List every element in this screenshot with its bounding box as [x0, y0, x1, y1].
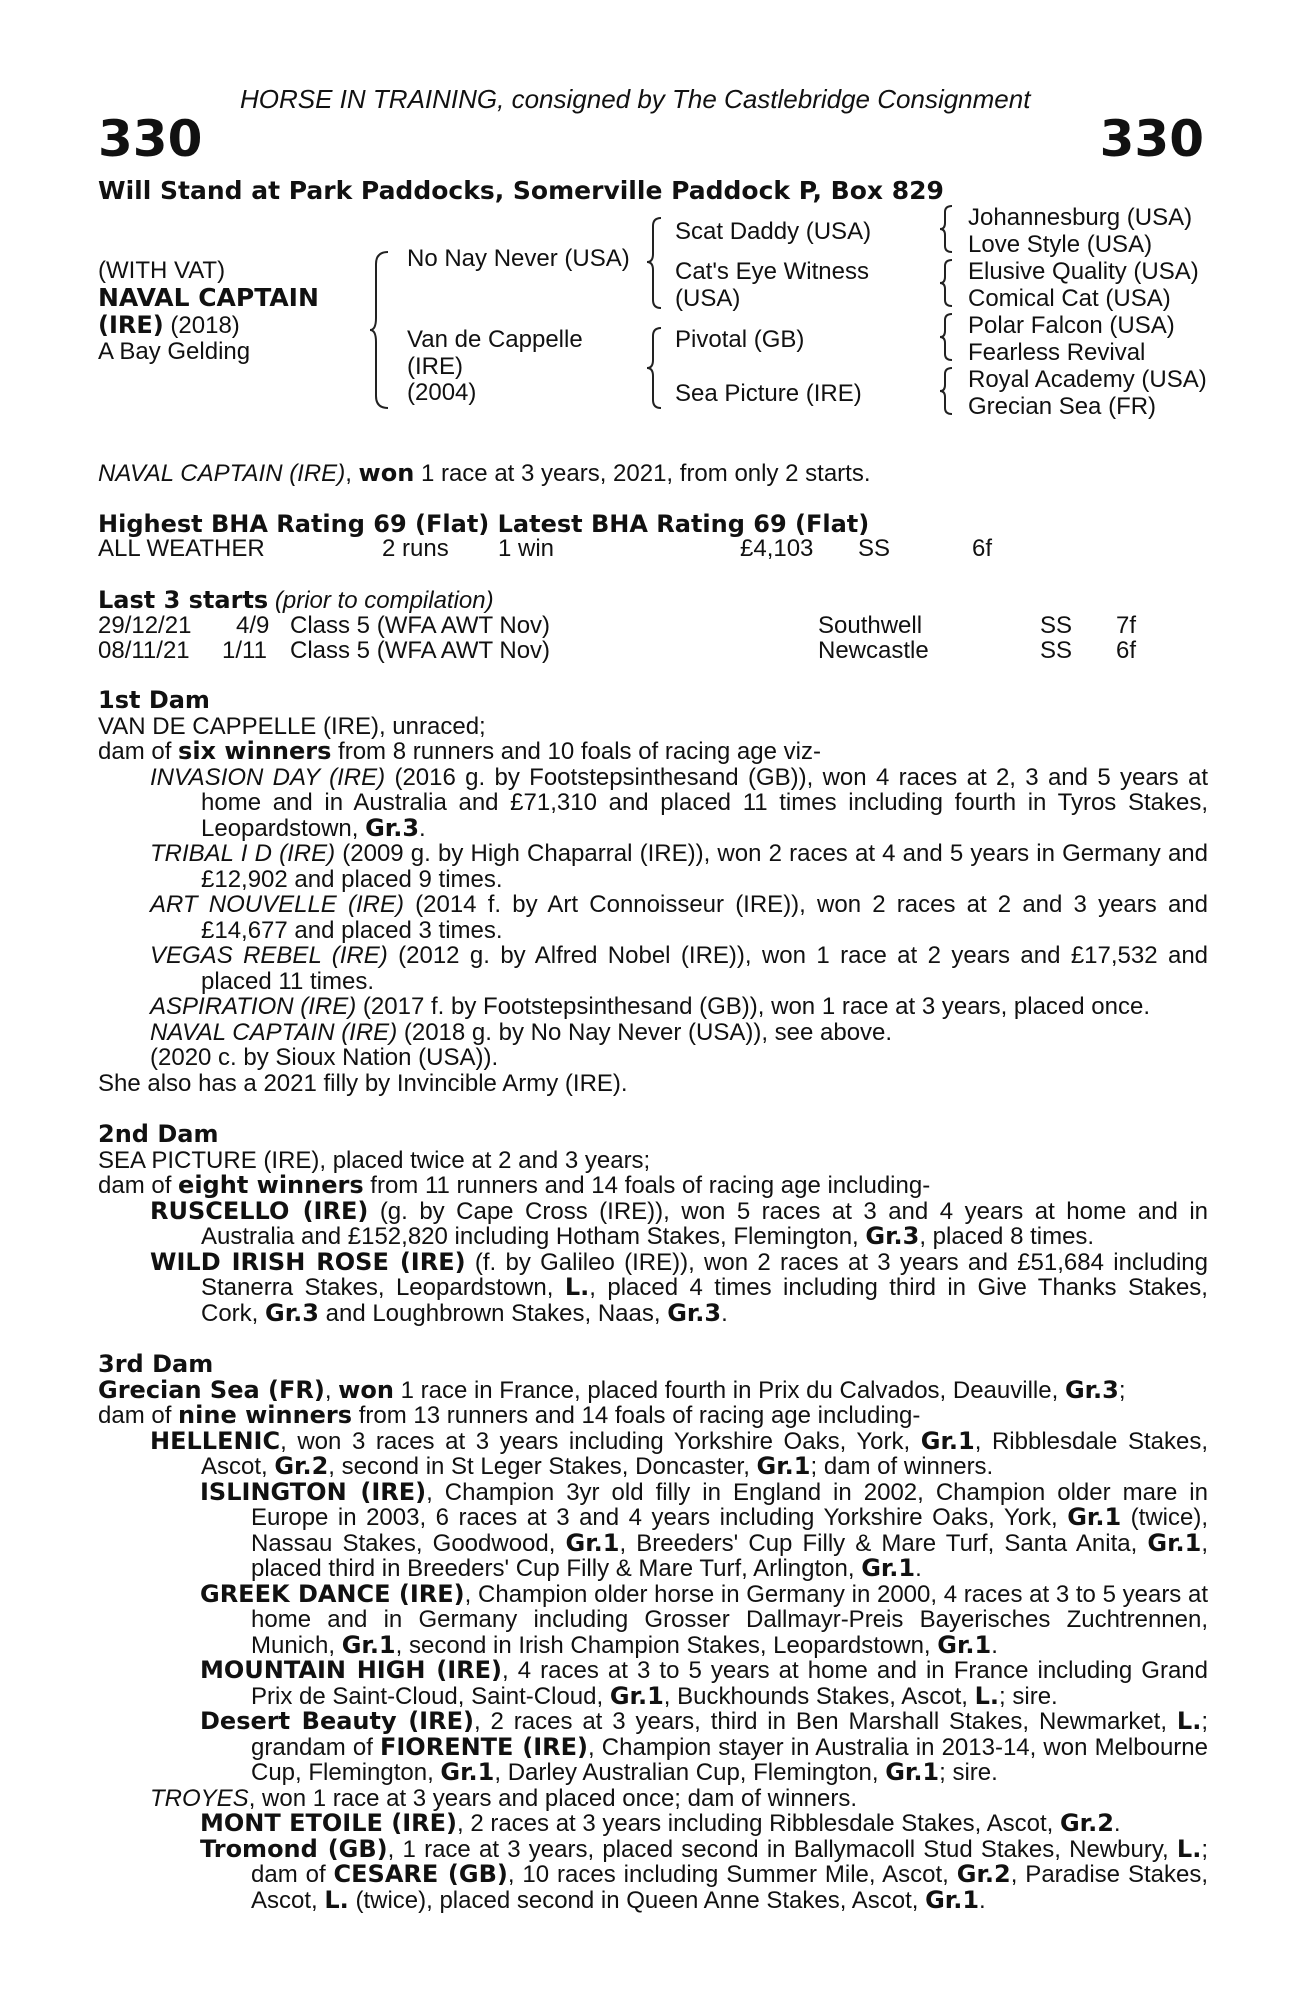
pedigree-dam-sire: Pivotal (GB): [675, 326, 805, 353]
rating-runs: 2 runs: [382, 535, 449, 562]
start-row-venue: Southwell: [818, 612, 923, 639]
start-row-race: Class 5 (WFA AWT Nov): [290, 612, 551, 639]
start-row-date: 29/12/21: [98, 612, 192, 639]
pedigree-dam-dam: Sea Picture (IRE): [675, 380, 862, 407]
third-dam-produce-summary: dam of nine winners from 13 runners and 14 foals of racing age including-: [98, 1401, 921, 1429]
start-row-distance: 7f: [1116, 612, 1137, 639]
second-dam-section: [98, 1122, 1208, 1326]
start-row-race: Class 5 (WFA AWT Nov): [290, 637, 551, 664]
first-dam-title: 1st Dam: [98, 686, 210, 714]
produce-entry: MONT ETOILE (IRE), 2 races at 3 years including Ribblesdale Stakes, Ascot, Gr.2.: [200, 1809, 1121, 1837]
produce-entry: MOUNTAIN HIGH (IRE), 4 races at 3 to 5 years at home and in France including Grand Prix de Saint-Cloud, Saint-Cloud, Gr.1, Buckhounds Stakes, Ascot, L.; sire.: [200, 1656, 1208, 1710]
start-row-code: SS: [1040, 612, 1073, 639]
third-dam-title: 3rd Dam: [98, 1350, 214, 1378]
produce-entry: Tromond (GB), 1 race at 3 years, placed second in Ballymacoll Stud Stakes, Newbury, L.; dam of CESARE (GB), 10 races including Summer Mile, Ascot, Gr.2, Paradise Stakes, Ascot, L. (twice), placed second in Queen Anne Stakes, Ascot, Gr.1.: [200, 1834, 1209, 1914]
pedigree-g1: Johannesburg (USA): [968, 204, 1193, 231]
first-dam-line: VAN DE CAPPELLE (IRE), unraced;: [98, 712, 486, 740]
second-dam-line: SEA PICTURE (IRE), placed twice at 2 and 3 years;: [98, 1146, 651, 1174]
pedigree-brace-g56: [938, 312, 954, 362]
produce-entry: ART NOUVELLE (IRE) (2014 f. by Art Connoisseur (IRE)), won 2 races at 2 and 3 years and £14,677 and placed 3 times.: [150, 891, 1208, 944]
start-row-code: SS: [1040, 637, 1073, 664]
horse-suffix-year: (IRE) (2018): [98, 311, 240, 339]
pedigree-g6: Fearless Revival: [968, 339, 1146, 366]
first-dam-note: She also has a 2021 filly by Invincible Army (IRE).: [98, 1069, 628, 1097]
pedigree-sire-dam-line1: Cat's Eye Witness: [675, 258, 869, 285]
stand-location: Will Stand at Park Paddocks, Somerville Paddock P, Box 829: [98, 176, 944, 205]
vat-note: (WITH VAT): [98, 257, 226, 284]
produce-entry: VEGAS REBEL (IRE) (2012 g. by Alfred Nobel (IRE)), won 1 race at 2 years and £17,532 and placed 11 times.: [150, 942, 1209, 995]
last-starts-title: Last 3 starts (prior to compilation): [98, 586, 494, 614]
produce-entry: RUSCELLO (IRE) (g. by Cape Cross (IRE)), won 5 races at 3 and 4 years at home and in Australia and £152,820 including Hotham Stakes, Flemington, Gr.3, placed 8 times.: [150, 1196, 1209, 1250]
race-summary: NAVAL CAPTAIN (IRE), won 1 race at 3 years, 2021, from only 2 starts.: [98, 459, 871, 487]
first-dam-section: [98, 688, 1208, 1096]
rating-wins: 1 win: [498, 535, 555, 562]
pedigree-dam-line3: (2004): [407, 379, 477, 406]
second-dam-title: 2nd Dam: [98, 1120, 219, 1148]
pedigree-g3: Elusive Quality (USA): [968, 258, 1199, 285]
pedigree-dam-line1: Van de Cappelle: [407, 326, 583, 353]
start-row-date: 08/11/21: [98, 637, 190, 664]
rating-surface: ALL WEATHER: [98, 535, 265, 562]
pedigree-sire-sire: Scat Daddy (USA): [675, 218, 872, 245]
produce-entry: ASPIRATION (IRE) (2017 f. by Footstepsinthesand (GB)), won 1 race at 3 years, placed once.: [150, 993, 1151, 1020]
produce-entry: ISLINGTON (IRE), Champion 3yr old filly in England in 2002, Champion older mare in Europe in 2003, 6 races at 3 and 4 years including Yorkshire Oaks, York, Gr.1 (twice), Nassau Stakes, Goodwood, Gr.1, Breeders' Cup Filly & Mare Turf, Santa Anita, Gr.1, placed third in Breeders' Cup Filly & Mare Turf, Arlington, Gr.1.: [200, 1477, 1209, 1582]
produce-entry: GREEK DANCE (IRE), Champion older horse in Germany in 2000, 4 races at 3 to 5 years at home and in Germany including Grosser Dallmayr-Preis Bayerisches Zuchtrennen, Munich, Gr.1, second in Irish Champion Stakes, Leopardstown, Gr.1.: [200, 1579, 1209, 1659]
start-row-distance: 6f: [1116, 637, 1137, 664]
pedigree-brace-g12: [938, 204, 954, 254]
start-row-position: 4/9: [236, 612, 270, 639]
consignment-header: HORSE IN TRAINING, consigned by The Castlebridge Consignment: [240, 84, 1031, 114]
produce-entry: Desert Beauty (IRE), 2 races at 3 years, third in Ben Marshall Stakes, Newmarket, L.; grandam of FIORENTE (IRE), Champion stayer in Australia in 2013-14, won Melbourne Cup, Flemington, Gr.1, Darley Australian Cup, Flemington, Gr.1; sire.: [200, 1707, 1209, 1786]
pedigree-brace-sire: [645, 216, 663, 310]
pedigree-brace-g34: [938, 258, 954, 308]
produce-entry: TROYES, won 1 race at 3 years and placed once; dam of winners.: [150, 1784, 858, 1812]
first-dam-produce-summary: dam of six winners from 8 runners and 10 foals of racing age viz-: [98, 737, 821, 765]
lot-number-left: 330: [98, 110, 203, 168]
horse-description: A Bay Gelding: [98, 338, 251, 365]
start-row-position: 1/11: [222, 637, 267, 664]
pedigree-brace-g78: [938, 366, 954, 416]
pedigree-g8: Grecian Sea (FR): [968, 393, 1157, 420]
rating-distance: 6f: [972, 535, 993, 562]
pedigree-g7: Royal Academy (USA): [968, 366, 1207, 393]
produce-entry: (2020 c. by Sioux Nation (USA)).: [150, 1044, 499, 1071]
third-dam-line: Grecian Sea (FR), won 1 race in France, placed fourth in Prix du Calvados, Deauville, Gr.3;: [98, 1375, 1126, 1404]
produce-entry: INVASION DAY (IRE) (2016 g. by Footstepsinthesand (GB)), won 4 races at 2, 3 and 5 years at home and in Australia and £71,310 and placed 11 times including fourth in Tyros Stakes, Leopardstown, Gr.3.: [150, 763, 1209, 842]
bha-rating: Highest BHA Rating 69 (Flat) Latest BHA Rating 69 (Flat): [98, 510, 870, 538]
rating-prize: £4,103: [740, 535, 814, 562]
produce-entry: TRIBAL I D (IRE) (2009 g. by High Chaparral (IRE)), won 2 races at 4 and 5 years in Germany and £12,902 and placed 9 times.: [150, 840, 1209, 893]
produce-entry: WILD IRISH ROSE (IRE) (f. by Galileo (IRE)), won 2 races at 3 years and £51,684 including Stanerra Stakes, Leopardstown, L., placed 4 times including third in Give Thanks Stakes, Cork, Gr.3 and Loughbrown Stakes, Naas, Gr.3.: [150, 1247, 1208, 1327]
start-row-venue: Newcastle: [818, 637, 929, 664]
pedigree-g5: Polar Falcon (USA): [968, 312, 1175, 339]
pedigree-g4: Comical Cat (USA): [968, 285, 1171, 312]
pedigree-sire-dam-line2: (USA): [675, 285, 741, 312]
pedigree-sire: No Nay Never (USA): [407, 245, 630, 272]
produce-entry: HELLENIC, won 3 races at 3 years including Yorkshire Oaks, York, Gr.1, Ribblesdale Stakes, Ascot, Gr.2, second in St Leger Stakes, Doncaster, Gr.1; dam of winners.: [150, 1426, 1208, 1480]
third-dam-section: [98, 1352, 1208, 1913]
horse-name: NAVAL CAPTAIN: [98, 283, 319, 312]
pedigree-brace-dam: [645, 326, 663, 410]
pedigree-g2: Love Style (USA): [968, 231, 1153, 258]
rating-course: SS: [858, 535, 891, 562]
lot-number-right: 330: [1099, 110, 1204, 168]
produce-entry: NAVAL CAPTAIN (IRE) (2018 g. by No Nay Never (USA)), see above.: [150, 1018, 893, 1046]
second-dam-produce-summary: dam of eight winners from 11 runners and 14 foals of racing age including-: [98, 1171, 931, 1199]
pedigree-brace-main: [368, 250, 392, 410]
pedigree-dam-line2: (IRE): [407, 353, 463, 380]
